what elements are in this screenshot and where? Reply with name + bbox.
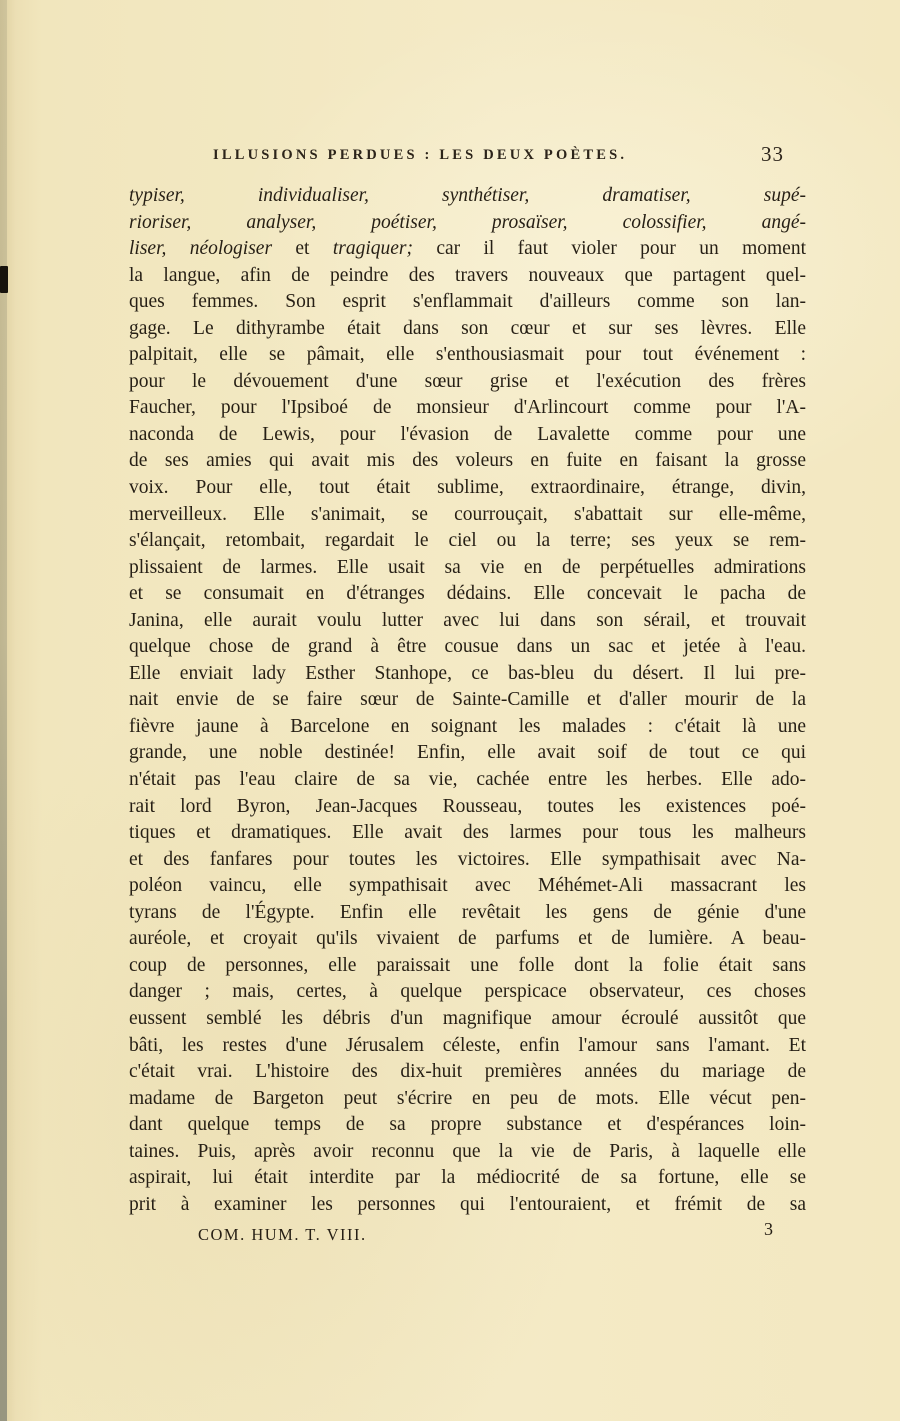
text-segment: dant quelque temps de sa propre substance et d'espérances loin-	[129, 1114, 806, 1136]
text-line-9	[129, 395, 806, 422]
text-segment: s'élançait, retombait, regardait le ciel ou la terre; ses yeux se rem-	[129, 530, 806, 552]
text-segment: pour le dévouement d'une sœur grise et l'exécution des frères	[129, 370, 806, 392]
text-segment: tyrans de l'Égypte. Enfin elle revêtait les gens de génie d'une	[129, 901, 806, 923]
text-line-32	[129, 1006, 806, 1033]
text-segment: car il faut violer pour un moment	[413, 238, 806, 260]
text-line-7	[129, 342, 806, 369]
text-segment: nait envie de se faire sœur de Sainte-Camille et d'aller mourir de la	[129, 689, 806, 711]
text-line-4	[129, 263, 806, 290]
text-line-22	[129, 740, 806, 767]
running-header-title: ILLUSIONS PERDUES : LES DEUX POÈTES.	[213, 147, 628, 163]
text-line-10	[129, 422, 806, 449]
text-segment: et des fanfares pour toutes les victoires. Elle sympathisait avec Na-	[129, 848, 806, 870]
text-line-30	[129, 953, 806, 980]
page-footer	[129, 1219, 806, 1251]
text-line-23	[129, 767, 806, 794]
text-segment: voix. Pour elle, tout était sublime, extraordinaire, étrange, divin,	[129, 477, 806, 499]
text-line-1	[129, 183, 806, 210]
text-line-11	[129, 448, 806, 475]
text-line-15	[129, 555, 806, 582]
text-line-33	[129, 1033, 806, 1060]
italic-text-segment: liser, néologiser	[129, 238, 273, 260]
text-line-37	[129, 1139, 806, 1166]
text-segment: prit à examiner les personnes qui l'entouraient, et frémit de sa	[129, 1193, 806, 1215]
text-segment: madame de Bargeton peut s'écrire en peu de mots. Elle vécut pen-	[129, 1087, 806, 1109]
body-text	[129, 183, 806, 1218]
text-line-28	[129, 900, 806, 927]
text-segment: la langue, afin de peindre des travers nouveaux que partagent quel-	[129, 264, 806, 286]
binding-mark	[0, 266, 8, 293]
text-line-12	[129, 475, 806, 502]
text-line-29	[129, 926, 806, 953]
text-line-20	[129, 687, 806, 714]
text-line-3	[129, 236, 806, 263]
sheet-signature: 3	[764, 1219, 773, 1240]
text-line-19	[129, 661, 806, 688]
text-line-8	[129, 369, 806, 396]
text-line-6	[129, 316, 806, 343]
text-line-25	[129, 820, 806, 847]
italic-text-segment: tragiquer;	[332, 238, 413, 260]
text-line-16	[129, 581, 806, 608]
page-number: 33	[761, 142, 784, 166]
text-segment: merveilleux. Elle s'animait, se courrouçait, s'abattait sur elle-même,	[129, 503, 806, 525]
text-segment: rait lord Byron, Jean-Jacques Rousseau, toutes les existences poé-	[129, 795, 806, 817]
text-segment: Elle enviait lady Esther Stanhope, ce bas-bleu du désert. Il lui pre-	[129, 662, 806, 684]
text-segment: quelque chose de grand à être cousue dans un sac et jetée à l'eau.	[129, 636, 806, 658]
text-line-31	[129, 979, 806, 1006]
text-segment: ques femmes. Son esprit s'enflammait d'ailleurs comme son lan-	[129, 291, 806, 313]
running-header	[129, 142, 806, 171]
text-segment: c'était vrai. L'histoire des dix-huit premières années du mariage de	[129, 1061, 806, 1083]
text-line-2	[129, 210, 806, 237]
text-segment: n'était pas l'eau claire de sa vie, cachée entre les herbes. Elle ado-	[129, 769, 806, 791]
text-line-38	[129, 1165, 806, 1192]
text-segment: grande, une noble destinée! Enfin, elle avait soif de tout ce qui	[129, 742, 806, 764]
text-line-34	[129, 1059, 806, 1086]
text-line-35	[129, 1086, 806, 1113]
text-segment: de ses amies qui avait mis des voleurs en fuite en faisant la grosse	[129, 450, 806, 472]
text-segment: bâti, les restes d'une Jérusalem céleste, enfin l'amour sans l'amant. Et	[129, 1034, 806, 1056]
text-segment: taines. Puis, après avoir reconnu que la vie de Paris, à laquelle elle	[129, 1140, 806, 1162]
text-line-5	[129, 289, 806, 316]
text-segment: poléon vaincu, elle sympathisait avec Méhémet-Ali massacrant les	[129, 875, 806, 897]
text-segment: danger ; mais, certes, à quelque perspicace observateur, ces choses	[129, 981, 806, 1003]
text-segment: coup de personnes, elle paraissait une folle dont la folie était sans	[129, 954, 806, 976]
text-line-39	[129, 1192, 806, 1219]
text-line-17	[129, 608, 806, 635]
text-segment: eussent semblé les débris d'un magnifique amour écroulé aussitôt que	[129, 1007, 806, 1029]
text-segment: fièvre jaune à Barcelone en soignant les malades : c'était là une	[129, 715, 806, 737]
text-segment: gage. Le dithyrambe était dans son cœur et sur ses lèvres. Elle	[129, 317, 806, 339]
text-block	[129, 142, 806, 1251]
text-line-13	[129, 502, 806, 529]
text-segment: auréole, et croyait qu'ils vivaient de parfums et de lumière. A beau-	[129, 928, 806, 950]
text-line-36	[129, 1112, 806, 1139]
text-segment: aspirait, lui était interdite par la médiocrité de sa fortune, elle se	[129, 1167, 806, 1189]
text-segment: palpitait, elle se pâmait, elle s'enthousiasmait pour tout événement :	[129, 344, 806, 366]
text-line-24	[129, 794, 806, 821]
text-line-21	[129, 714, 806, 741]
text-line-18	[129, 634, 806, 661]
text-segment: tiques et dramatiques. Elle avait des larmes pour tous les malheurs	[129, 822, 806, 844]
text-segment: Janina, elle aurait voulu lutter avec lui dans son sérail, et trouvait	[129, 609, 806, 631]
text-line-26	[129, 847, 806, 874]
text-segment: et	[272, 238, 333, 260]
italic-text-segment: typiser, individualiser, synthétiser, dramatiser, supé-	[129, 185, 806, 206]
italic-text-segment: rioriser, analyser, poétiser, prosaïser, colossifier, angé-	[129, 211, 806, 233]
text-segment: et se consumait en d'étranges dédains. Elle concevait le pacha de	[129, 583, 806, 605]
volume-signature: COM. HUM. T. VIII.	[198, 1225, 367, 1245]
text-line-14	[129, 528, 806, 555]
text-line-27	[129, 873, 806, 900]
text-segment: plissaient de larmes. Elle usait sa vie en de perpétuelles admirations	[129, 556, 806, 578]
scan-edge-strip	[0, 0, 7, 1421]
text-segment: Faucher, pour l'Ipsiboé de monsieur d'Arlincourt comme pour l'A-	[129, 397, 806, 419]
text-segment: naconda de Lewis, pour l'évasion de Lavalette comme pour une	[129, 423, 806, 445]
